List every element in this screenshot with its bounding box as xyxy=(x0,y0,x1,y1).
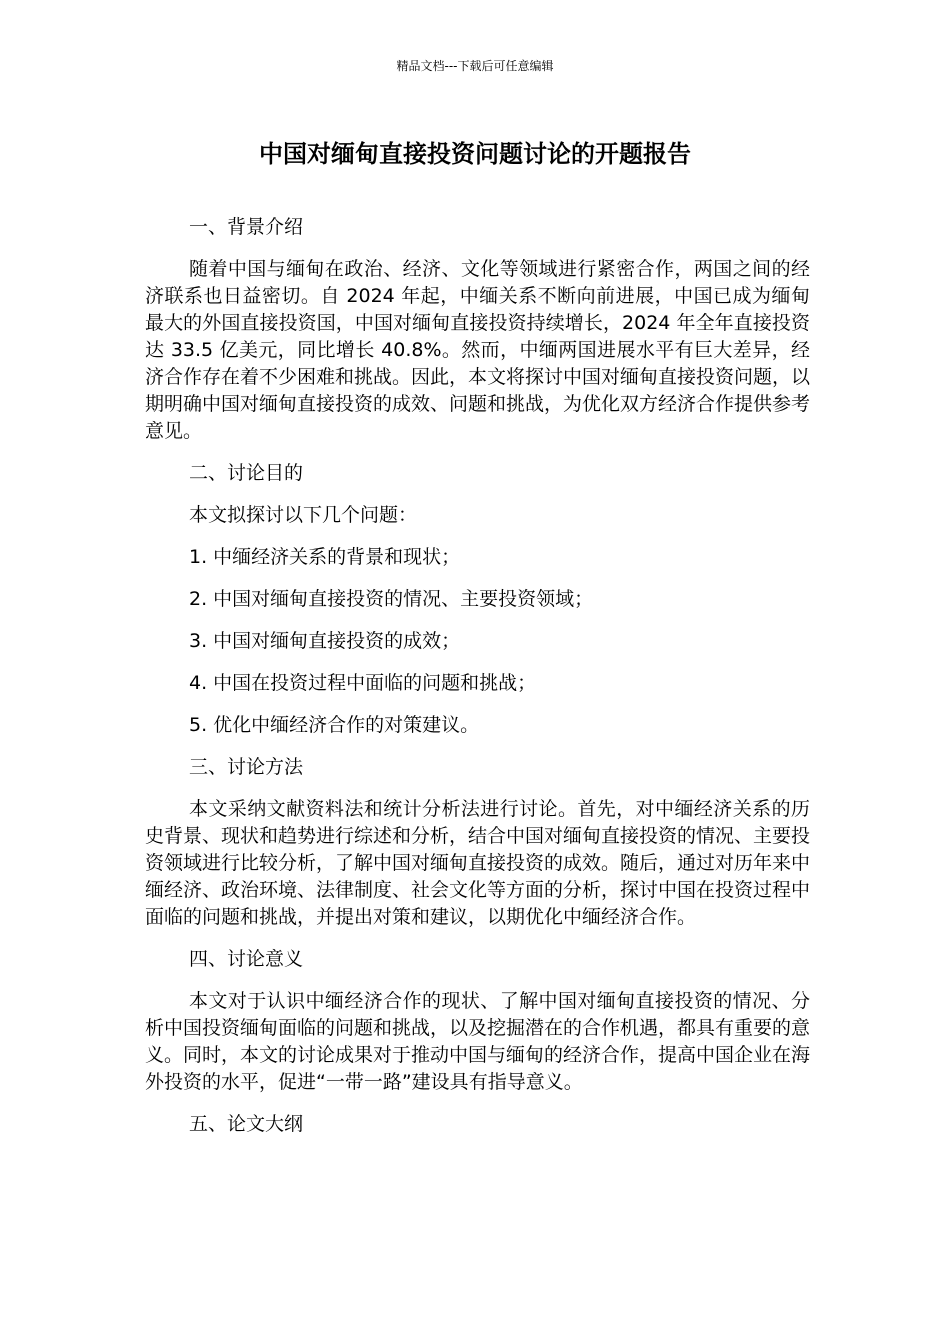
purpose-list-item: 5. 优化中缅经济合作的对策建议。 xyxy=(189,714,480,736)
background-paragraph: 随着中国与缅甸在政治、经济、文化等领域进行紧密合作，两国之间的经济联系也日益密切。自 2024 年起，中缅关系不断向前进展，中国已成为缅甸最大的外国直接投资国，中国对缅甸直接投资持续增长，2024 年全年直接投资达 33.5 亿美元，同比增长 40.8%。然而，中缅两国进展水平有巨大差异，经济合作存在着不少困难和挑战。因此，本文将探讨中国对缅甸直接投资问题，以期明确中国对缅甸直接投资的成效、问题和挑战，为优化双方经济合作提供参考意见。 xyxy=(145,258,811,442)
purpose-list-item: 4. 中国在投资过程中面临的问题和挑战； xyxy=(189,672,537,694)
purpose-list-item: 3. 中国对缅甸直接投资的成效； xyxy=(189,630,461,652)
section-heading-purpose: 二、讨论目的 xyxy=(189,462,304,484)
document-body xyxy=(145,214,810,1153)
purpose-list-item: 2. 中国对缅甸直接投资的情况、主要投资领域； xyxy=(189,588,594,610)
purpose-intro: 本文拟探讨以下几个问题： xyxy=(189,504,418,526)
purpose-list-item: 1. 中缅经济关系的背景和现状； xyxy=(189,546,461,568)
method-paragraph: 本文采纳文献资料法和统计分析法进行讨论。首先，对中缅经济关系的历史背景、现状和趋势进行综述和分析，结合中国对缅甸直接投资的情况、主要投资领域进行比较分析，了解中国对缅甸直接投资的成效。随后，通过对历年来中缅经济、政治环境、法律制度、社会文化等方面的分析，探讨中国在投资过程中面临的问题和挑战，并提出对策和建议，以期优化中缅经济合作。 xyxy=(145,798,811,928)
document-title: 中国对缅甸直接投资问题讨论的开题报告 xyxy=(259,140,691,168)
section-heading-background: 一、背景介绍 xyxy=(189,216,304,238)
section-heading-significance: 四、讨论意义 xyxy=(189,948,304,970)
section-heading-outline: 五、论文大纲 xyxy=(189,1113,304,1135)
header-note: 精品文档---下载后可任意编辑 xyxy=(396,59,554,73)
significance-paragraph: 本文对于认识中缅经济合作的现状、了解中国对缅甸直接投资的情况、分析中国投资缅甸面临的问题和挑战，以及挖掘潜在的合作机遇，都具有重要的意义。同时，本文的讨论成果对于推动中国与缅甸的经济合作，提高中国企业在海外投资的水平，促进“一带一路”建设具有指导意义。 xyxy=(145,990,811,1093)
section-heading-method: 三、讨论方法 xyxy=(189,756,304,778)
